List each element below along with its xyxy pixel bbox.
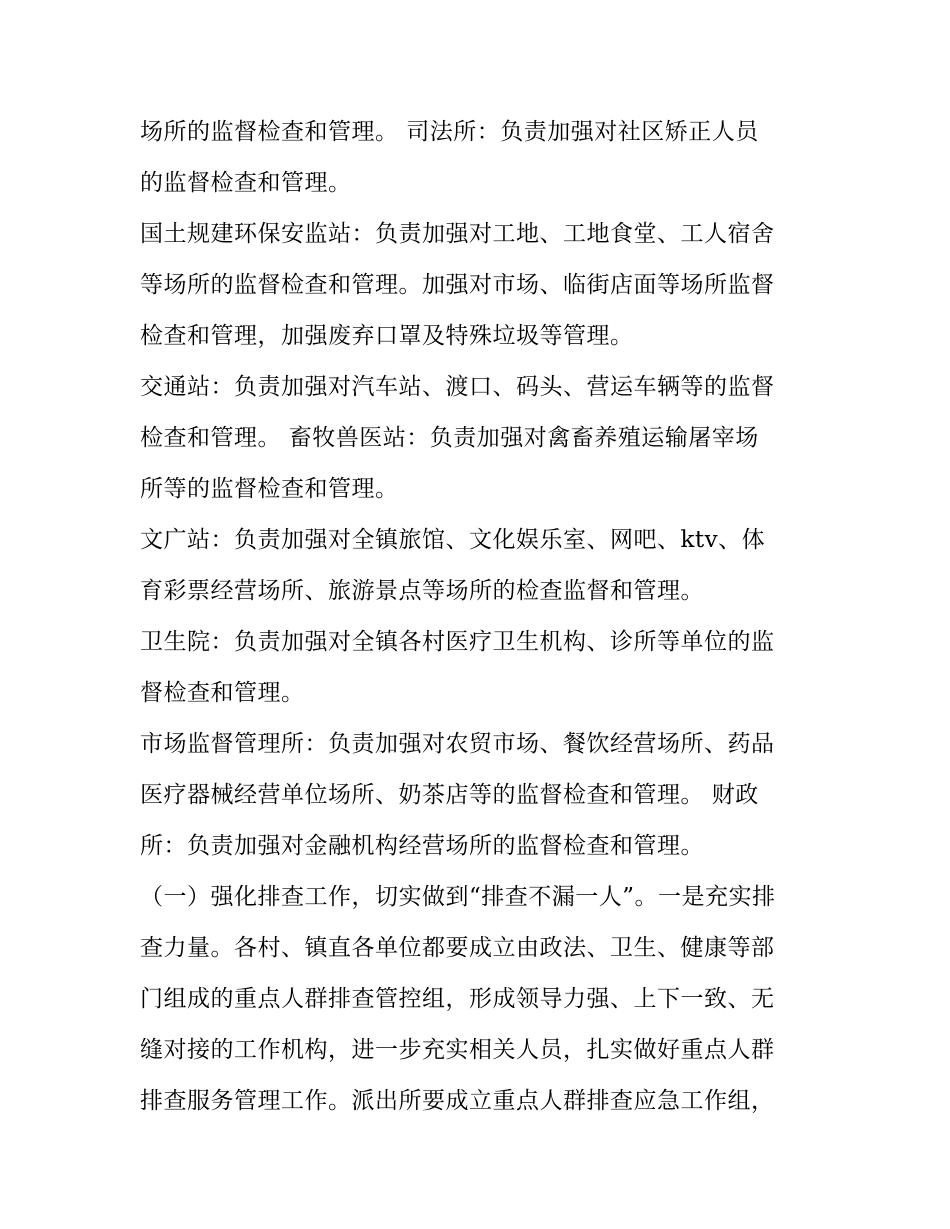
text-line: 市场监督管理所：负责加强对农贸市场、餐饮经营场所、药品	[140, 731, 775, 757]
text-line: 排查服务管理工作。派出所要成立重点人群排查应急工作组，	[140, 1088, 775, 1114]
text-line: 检查和管理。 畜牧兽医站：负责加强对禽畜养殖运输屠宰场	[140, 425, 759, 451]
document-body	[140, 107, 820, 1127]
text-line: 场所的监督检查和管理。 司法所：负责加强对社区矫正人员	[140, 119, 759, 145]
text-line: 文广站：负责加强对全镇旅馆、文化娱乐室、网吧、ktv、体	[140, 527, 766, 553]
text-line: 的监督检查和管理。	[140, 170, 352, 196]
text-line: 卫生院：负责加强对全镇各村医疗卫生机构、诊所等单位的监	[140, 629, 775, 655]
text-line: 育彩票经营场所、旅游景点等场所的检查监督和管理。	[140, 578, 704, 604]
text-line: 所：负责加强对金融机构经营场所的监督检查和管理。	[140, 833, 704, 859]
text-line: 督检查和管理。	[140, 680, 305, 706]
text-line: （一）强化排查工作，切实做到“排查不漏一人”。一是充实排	[140, 884, 776, 910]
text-line: 查力量。各村、镇直各单位都要成立由政法、卫生、健康等部	[140, 935, 775, 961]
text-line: 检查和管理，加强废弃口罩及特殊垃圾等管理。	[140, 323, 634, 349]
text-line: 等场所的监督检查和管理。加强对市场、临街店面等场所监督	[140, 272, 775, 298]
text-line: 医疗器械经营单位场所、奶茶店等的监督检查和管理。 财政	[140, 782, 759, 808]
text-line: 缝对接的工作机构，进一步充实相关人员，扎实做好重点人群	[140, 1037, 775, 1063]
text-line: 门组成的重点人群排查管控组，形成领导力强、上下一致、无	[140, 986, 775, 1012]
text-line: 交通站：负责加强对汽车站、渡口、码头、营运车辆等的监督	[140, 374, 775, 400]
text-line: 国土规建环保安监站：负责加强对工地、工地食堂、工人宿舍	[140, 221, 775, 247]
text-line: 所等的监督检查和管理。	[140, 476, 399, 502]
